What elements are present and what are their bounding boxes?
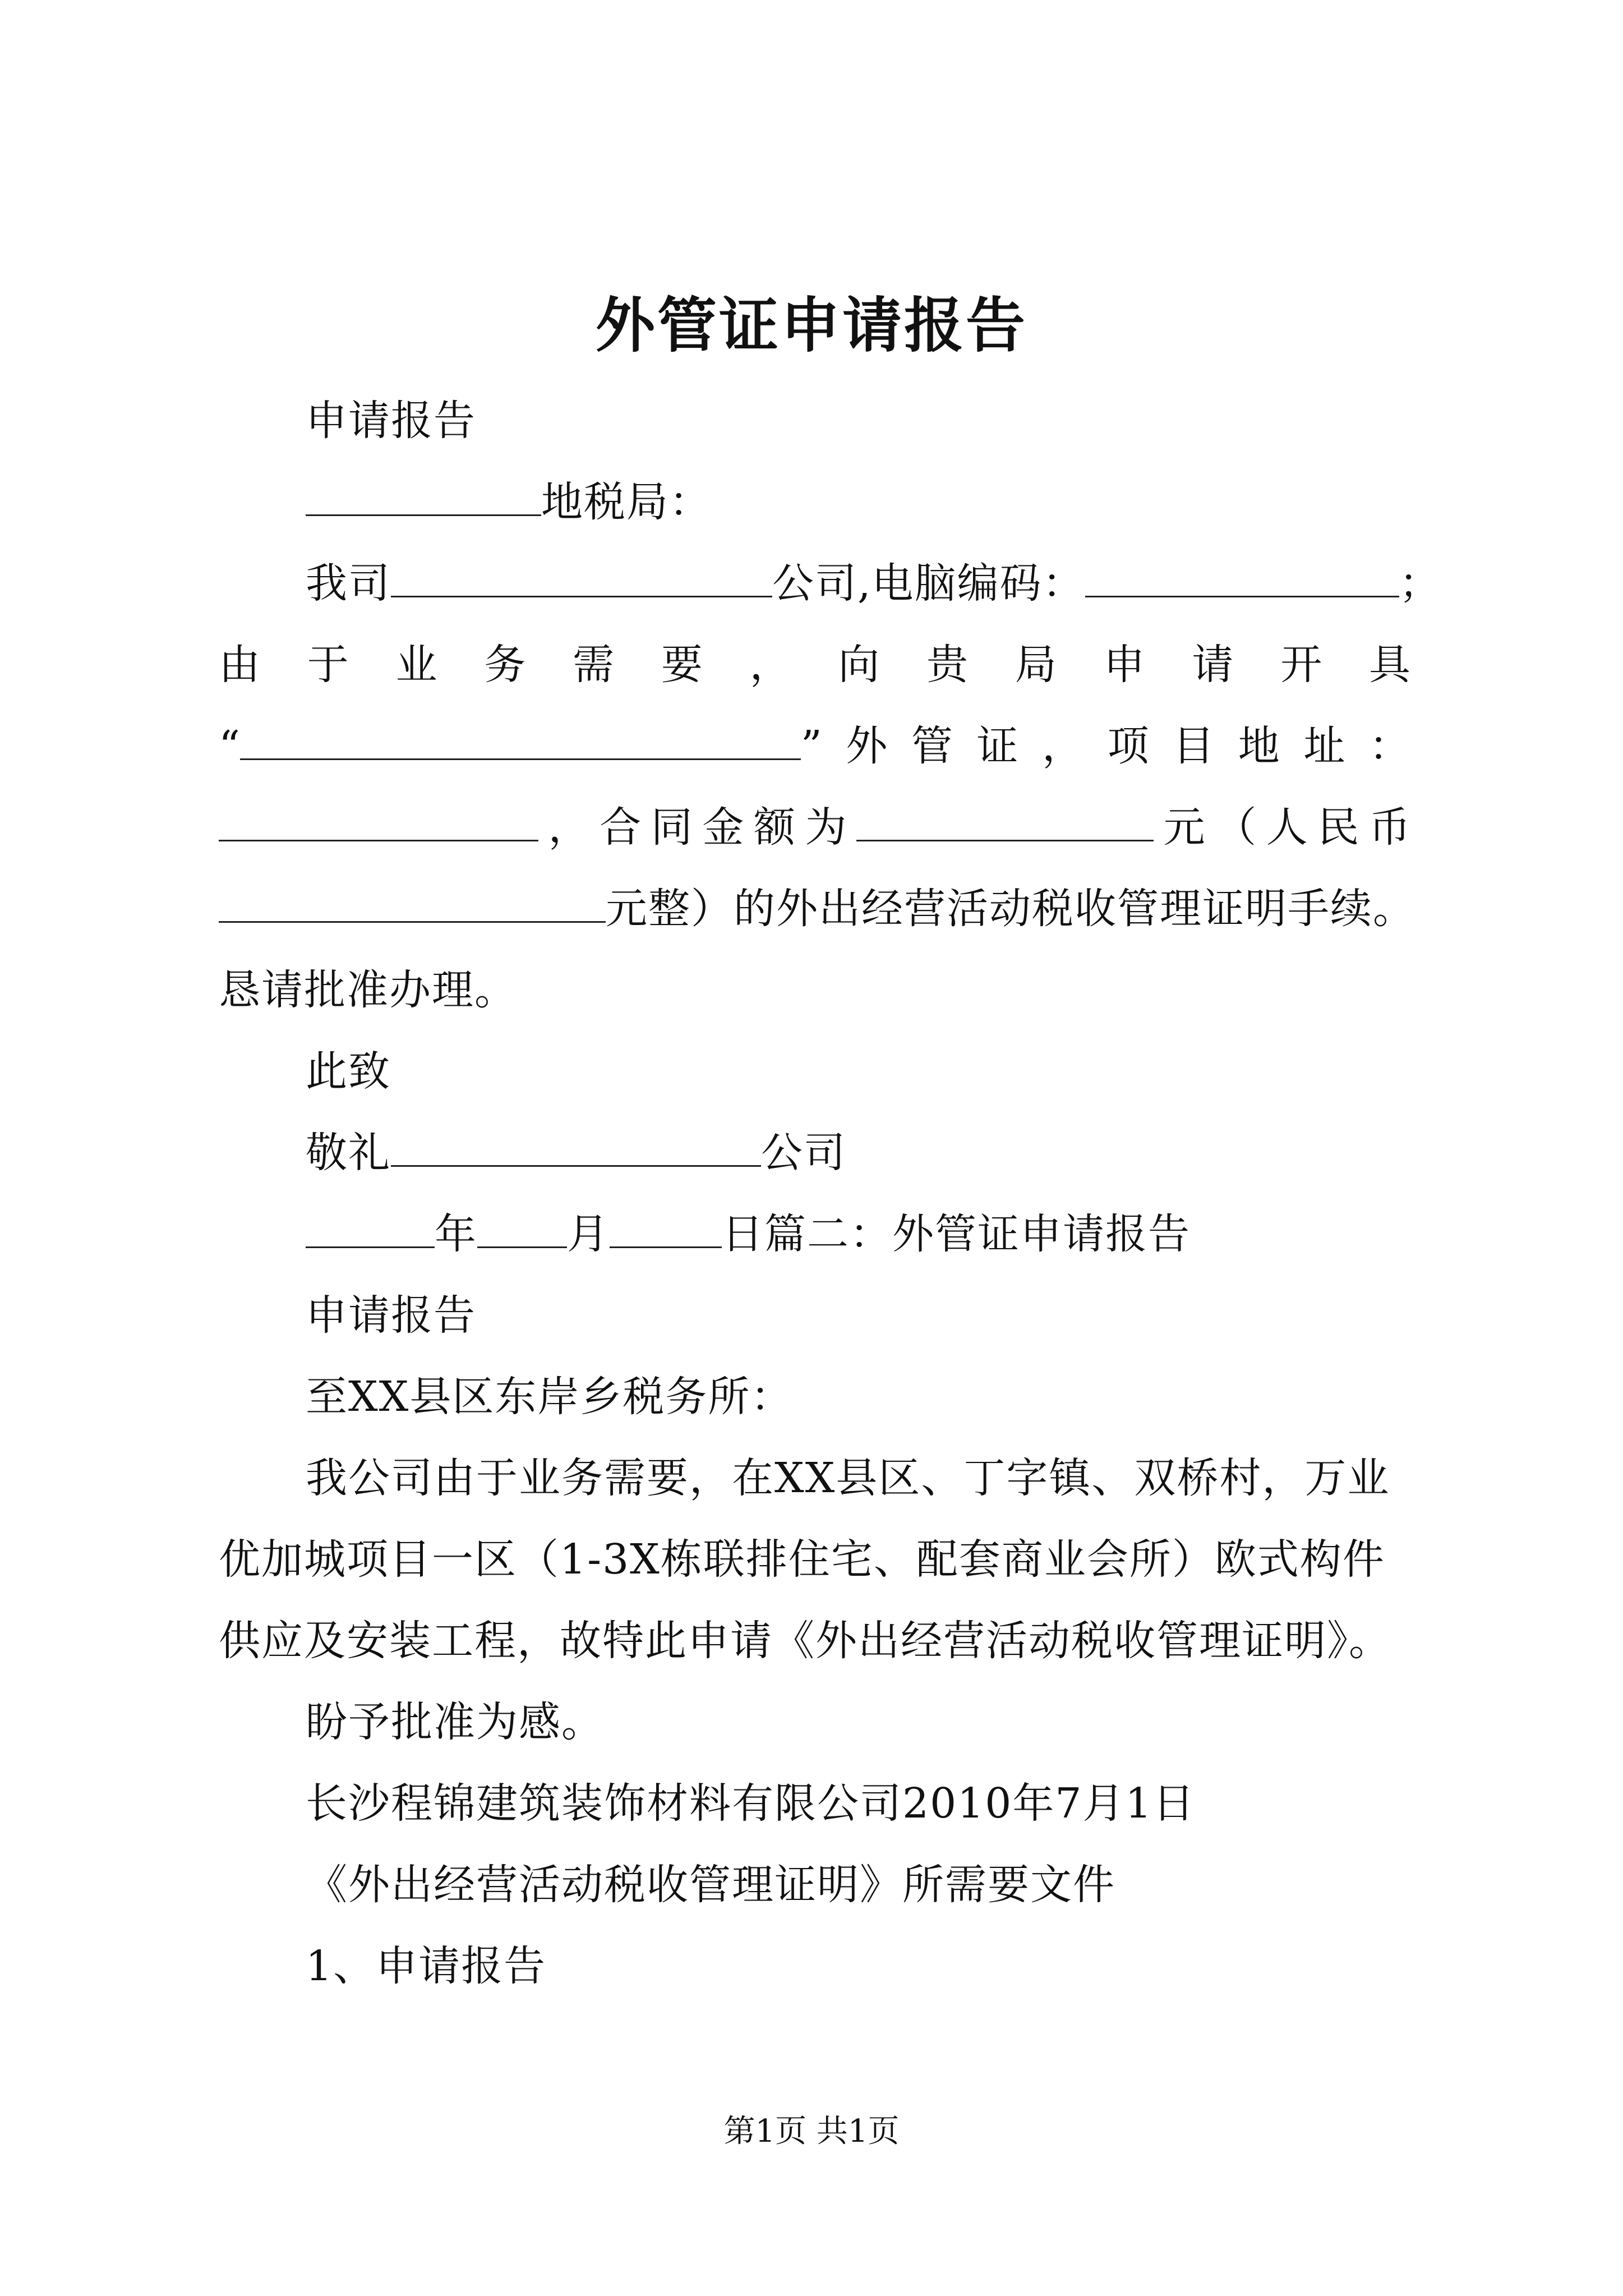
paragraph-addressee-2: 至XX县区东岸乡税务所： [306, 1373, 794, 1421]
fill-blank [240, 719, 801, 760]
char: 金 [702, 803, 744, 852]
paragraph-heading-2: 申请报告 [306, 1291, 476, 1340]
paragraph-body-3: 供应及安装工程，故特此申请《外出经营活动税收管理证明》。 [219, 1617, 1391, 1665]
fill-blank [306, 1207, 435, 1248]
regards-prefix: 敬礼 [306, 1129, 391, 1177]
char: 业 [395, 641, 437, 689]
char: 要 [661, 641, 703, 689]
open-quote: “ [219, 722, 240, 770]
char: 为 [805, 803, 847, 852]
char: ： [1368, 722, 1410, 770]
char: 同 [651, 803, 693, 852]
char: 目 [1173, 722, 1215, 770]
date-day-rest: 日篇二：外管证申请报告 [722, 1210, 1191, 1258]
paragraph-company-line [306, 555, 1442, 611]
fill-blank [1085, 556, 1399, 597]
addressee-suffix: 地税局： [541, 478, 712, 526]
paragraph-spaced-line-1 [219, 637, 1410, 693]
company-end: ； [1399, 559, 1442, 608]
char: 开 [1280, 641, 1322, 689]
date-month: 月 [567, 1210, 610, 1258]
fill-blank [391, 556, 772, 597]
paragraph-closing: 盼予批准为感。 [306, 1698, 604, 1746]
fill-blank [219, 800, 538, 841]
paragraph-body-2: 优加城项目一区（1-3X栋联排住宅、配套商业会所）欧式构件 [219, 1535, 1385, 1584]
char: 人 [1266, 803, 1308, 852]
char: 贵 [926, 641, 969, 689]
char: 需 [573, 641, 615, 689]
char: 元 [1163, 803, 1205, 852]
char: 地 [1238, 722, 1280, 770]
company-prefix: 我司 [306, 559, 391, 608]
paragraph-list-item-1: 1、申请报告 [306, 1942, 547, 1990]
paragraph-salutation: 此致 [306, 1047, 391, 1096]
paragraph-request: 恳请批准办理。 [219, 966, 517, 1014]
char: 证 [976, 722, 1018, 770]
char: ， [749, 641, 791, 689]
fill-blank [306, 475, 541, 516]
char: （ [1215, 803, 1257, 852]
char: 额 [753, 803, 795, 852]
char: 务 [484, 641, 526, 689]
paragraph-date-line [306, 1206, 1191, 1262]
paragraph-signature: 长沙程锦建筑装饰材料有限公司2010年7月1日 [306, 1779, 1196, 1828]
char: 具 [1368, 641, 1410, 689]
quote-group [219, 718, 822, 774]
paragraph-required-docs: 《外出经营活动税收管理证明》所需要文件 [306, 1861, 1115, 1909]
date-year: 年 [435, 1210, 477, 1258]
paragraph-heading: 申请报告 [306, 397, 476, 445]
fill-blank [856, 800, 1154, 841]
char: 外 [846, 722, 888, 770]
document-title: 外管证申请报告 [596, 290, 1027, 360]
close-quote: ” [800, 722, 822, 770]
paragraph-spaced-line-3 [219, 799, 1410, 855]
page-footer: 第1页 共1页 [723, 2113, 900, 2150]
char: 合 [600, 803, 642, 852]
char: ， [548, 803, 590, 852]
paragraph-amount-line [219, 881, 1415, 937]
fill-blank [610, 1207, 722, 1248]
char: 由 [219, 641, 260, 689]
char: ， [1042, 722, 1083, 770]
regards-suffix: 公司 [761, 1129, 846, 1177]
paragraph-regards [306, 1125, 846, 1181]
char: 址 [1303, 722, 1345, 770]
paragraph-spaced-line-2 [219, 718, 1410, 774]
char: 民 [1317, 803, 1359, 852]
char: 管 [911, 722, 953, 770]
fill-blank [477, 1207, 567, 1248]
paragraph-addressee [306, 474, 712, 530]
char: 向 [838, 641, 880, 689]
fill-blank [219, 882, 606, 923]
char: 申 [1103, 641, 1145, 689]
char: 币 [1368, 803, 1410, 852]
char: 请 [1192, 641, 1234, 689]
company-mid: 公司,电脑编码： [772, 559, 1085, 608]
fill-blank [391, 1126, 761, 1167]
char: 于 [307, 641, 349, 689]
char: 项 [1107, 722, 1149, 770]
char: 局 [1015, 641, 1057, 689]
paragraph-body-1: 我公司由于业务需要，在XX县区、丁字镇、双桥村，万业 [306, 1454, 1390, 1502]
amount-tail: 元整）的外出经营活动税收管理证明手续。 [606, 885, 1415, 933]
